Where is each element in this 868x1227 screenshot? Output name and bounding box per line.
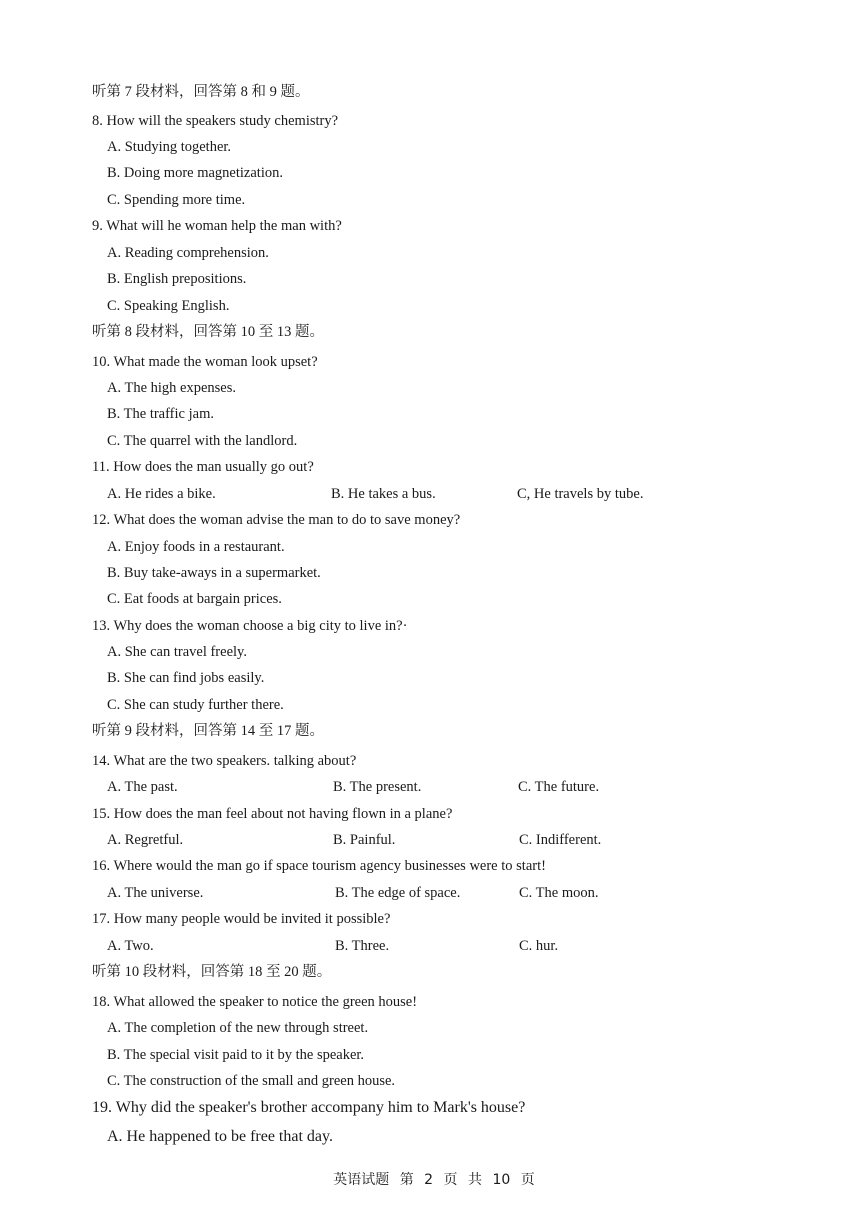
footer-page-word: 页 bbox=[443, 1172, 458, 1188]
text-line: C. Indifferent. bbox=[519, 832, 602, 848]
text-line: C, He travels by tube. bbox=[517, 486, 644, 502]
text-line: 听第 7 段材料，回答第 8 和 9 题。 bbox=[92, 84, 310, 100]
text-line: A. Enjoy foods in a restaurant. bbox=[107, 539, 285, 555]
text-line: B. Doing more magnetization. bbox=[107, 165, 283, 181]
text-line: C. hur. bbox=[519, 938, 559, 954]
text-line: B. Three. bbox=[335, 938, 390, 954]
text-line: A. She can travel freely. bbox=[107, 644, 247, 660]
text-line: B. The edge of space. bbox=[335, 885, 461, 901]
text-line: 15. How does the man feel about not having flown in a plane? bbox=[92, 806, 453, 822]
text-line: 12. What does the woman advise the man to do to save money? bbox=[92, 512, 461, 528]
text-line: B. The traffic jam. bbox=[107, 406, 214, 422]
text-line: 14. What are the two speakers. talking about? bbox=[92, 753, 357, 769]
text-line: C. The quarrel with the landlord. bbox=[107, 433, 298, 449]
text-line: A. Two. bbox=[107, 938, 154, 954]
text-line: B. She can find jobs easily. bbox=[107, 670, 265, 686]
text-line: 19. Why did the speaker's brother accompany him to Mark's house? bbox=[92, 1099, 526, 1116]
text-line: B. English prepositions. bbox=[107, 271, 247, 287]
text-line: 听第 10 段材料，回答第 18 至 20 题。 bbox=[92, 964, 332, 980]
text-line: C. Spending more time. bbox=[107, 192, 246, 208]
footer-subject: 英语试题 bbox=[333, 1172, 390, 1188]
text-line: A. He rides a bike. bbox=[107, 486, 216, 502]
text-line: C. The construction of the small and green house. bbox=[107, 1073, 396, 1089]
text-line: 18. What allowed the speaker to notice the green house! bbox=[92, 994, 418, 1010]
text-line: A. The high expenses. bbox=[107, 380, 236, 396]
text-line: C. Speaking English. bbox=[107, 298, 230, 314]
text-line: 10. What made the woman look upset? bbox=[92, 354, 318, 370]
text-line: A. He happened to be free that day. bbox=[107, 1128, 333, 1145]
text-line: B. The special visit paid to it by the speaker. bbox=[107, 1047, 365, 1063]
text-line: A. The universe. bbox=[107, 885, 204, 901]
text-line: B. The present. bbox=[333, 779, 422, 795]
text-line: B. Buy take-aways in a supermarket. bbox=[107, 565, 321, 581]
footer-total-prefix: 共 bbox=[468, 1172, 482, 1188]
text-line: B. He takes a bus. bbox=[331, 486, 436, 502]
text-line: A. Regretful. bbox=[107, 832, 184, 848]
text-line: C. The moon. bbox=[519, 885, 599, 901]
text-line: 9. What will he woman help the man with? bbox=[92, 218, 342, 234]
text-line: A. Reading comprehension. bbox=[107, 245, 269, 261]
text-line: 听第 9 段材料，回答第 14 至 17 题。 bbox=[92, 723, 324, 739]
text-line: 16. Where would the man go if space tourism agency businesses were to start! bbox=[92, 858, 546, 874]
text-line: 听第 8 段材料，回答第 10 至 13 题。 bbox=[92, 324, 324, 340]
page-footer bbox=[0, 1169, 868, 1189]
text-line: A. Studying together. bbox=[107, 139, 232, 155]
footer-page-prefix: 第 bbox=[399, 1172, 414, 1188]
footer-total-word: 页 bbox=[520, 1172, 535, 1188]
text-line: C. Eat foods at bargain prices. bbox=[107, 591, 282, 607]
footer-page-number: 2 bbox=[424, 1172, 434, 1188]
text-line: 11. How does the man usually go out? bbox=[92, 459, 314, 475]
text-line: C. She can study further there. bbox=[107, 697, 284, 713]
text-line: B. Painful. bbox=[333, 832, 396, 848]
text-line: A. The completion of the new through street. bbox=[107, 1020, 369, 1036]
footer-total-pages: 10 bbox=[492, 1172, 511, 1188]
text-line: C. The future. bbox=[518, 779, 600, 795]
text-line: 17. How many people would be invited it possible? bbox=[92, 911, 391, 927]
text-line: 13. Why does the woman choose a big city to live in?· bbox=[92, 618, 408, 634]
text-line: 8. How will the speakers study chemistry? bbox=[92, 113, 339, 129]
text-line: A. The past. bbox=[107, 779, 178, 795]
